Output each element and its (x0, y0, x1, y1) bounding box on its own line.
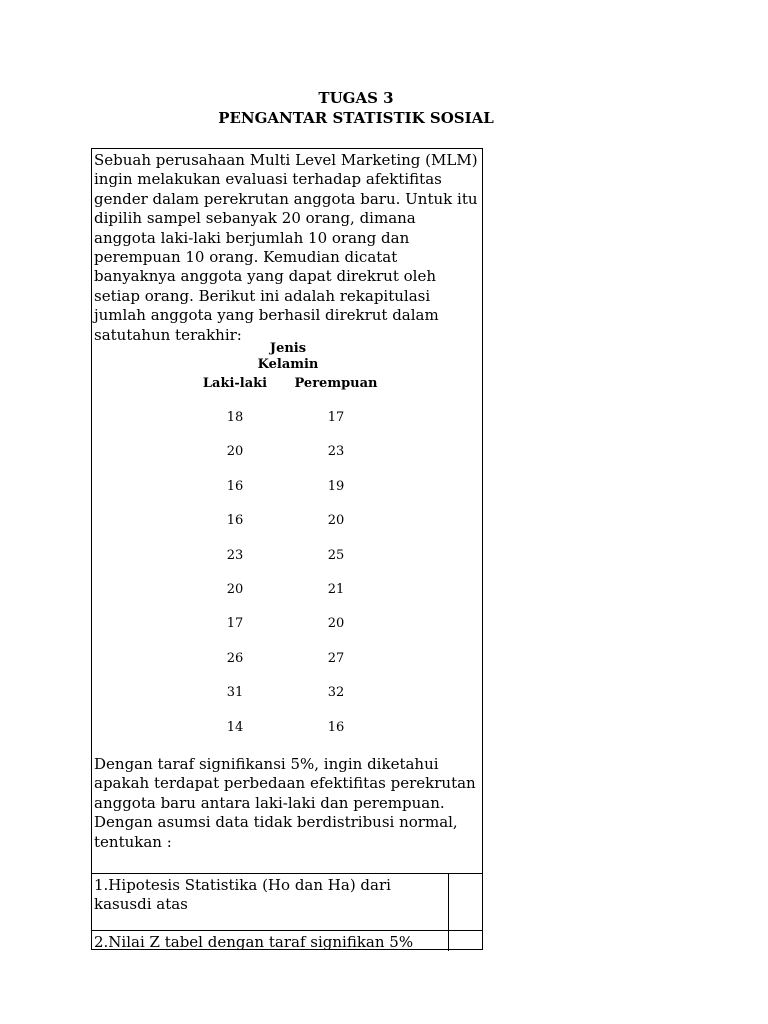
table-row (92, 720, 482, 754)
cell-laki-laki: 20 (226, 444, 244, 460)
data-table (92, 410, 482, 754)
cell-laki-laki: 18 (226, 410, 244, 425)
question-instructions: Dengan taraf signifikansi 5%, ingin diketahui apakah terdapat perbedaan efektifitas perekrutan anggota baru antara laki-laki dan perempuan. Dengan asumsi data tidak berdistribusi normal, tentukan : (94, 755, 476, 851)
table-row (92, 513, 482, 547)
table-group-header: Jenis Kelamin (257, 341, 319, 372)
cell-laki-laki: 14 (226, 719, 244, 735)
cell-perempuan: 27 (327, 650, 345, 666)
question-text: 2.Nilai Z tabel dengan taraf signifikan 5% (94, 933, 414, 951)
column-header-laki-laki: Laki-laki (202, 376, 268, 391)
cell-laki-laki: 31 (226, 685, 244, 701)
cell-perempuan: 21 (327, 581, 345, 597)
cell-laki-laki: 17 (226, 616, 244, 632)
column-header-perempuan: Perempuan (294, 376, 378, 391)
question-row (91, 873, 483, 931)
answer-cell (448, 931, 483, 951)
table-row (92, 616, 482, 650)
table-row (92, 479, 482, 513)
cell-laki-laki: 23 (226, 547, 244, 563)
table-row (92, 444, 482, 478)
assignment-box (91, 148, 483, 950)
cell-laki-laki: 26 (226, 650, 244, 666)
cell-laki-laki: 16 (226, 478, 244, 494)
cell-perempuan: 19 (327, 478, 345, 494)
cell-laki-laki: 16 (226, 513, 244, 529)
table-row (92, 685, 482, 719)
question-text: 1.Hipotesis Statistika (Ho dan Ha) dari kasusdi atas (94, 876, 391, 914)
table-row (92, 582, 482, 616)
document-subtitle: PENGANTAR STATISTIK SOSIAL (218, 109, 494, 127)
cell-laki-laki: 20 (226, 581, 244, 597)
answer-cell (448, 874, 483, 931)
cell-perempuan: 32 (327, 685, 345, 701)
cell-perempuan: 20 (327, 513, 345, 529)
problem-description: Sebuah perusahaan Multi Level Marketing (MLM) ingin melakukan evaluasi terhadap afektifitas gender dalam perekrutan anggota baru. Untuk itu dipilih sampel sebanyak 20 orang, dimana anggota laki-laki berjumlah 10 orang dan perempuan 10 orang. Kemudian dicatat banyaknya anggota yang dapat direkrut oleh setiap orang. Berikut ini adalah rekapitulasi jumlah anggota yang berhasil direkrut dalam satutahun terakhir: (94, 151, 478, 344)
table-row (92, 548, 482, 582)
table-row (92, 410, 482, 444)
table-row (92, 651, 482, 685)
cell-perempuan: 16 (327, 719, 345, 735)
cell-perempuan: 25 (327, 547, 345, 563)
cell-perempuan: 17 (327, 410, 345, 425)
document-title: TUGAS 3 (318, 89, 394, 107)
cell-perempuan: 20 (327, 616, 345, 632)
question-row (91, 930, 483, 951)
cell-perempuan: 23 (327, 444, 345, 460)
